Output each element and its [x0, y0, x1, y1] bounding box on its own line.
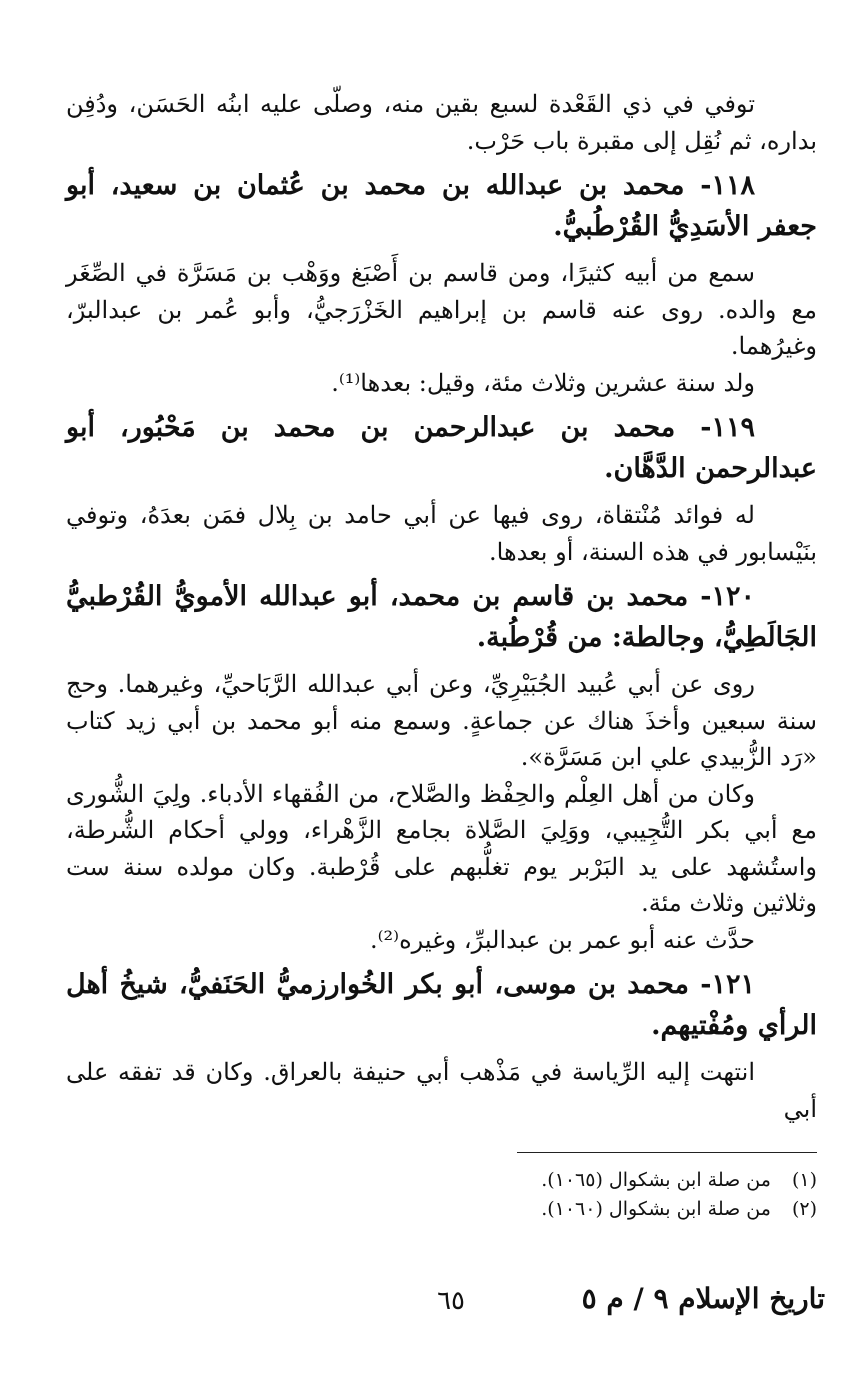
footnote-number: (١): [791, 1169, 817, 1191]
page-number: ٦٥: [437, 1286, 465, 1316]
main-text: [66, 86, 817, 1127]
paragraph: انتهت إليه الرِّياسة في مَذْهب أبي حنيفة بالعراق. وكان قد تفقه على أبي: [66, 1058, 817, 1123]
book-signature: تاريخ الإسلام ٩ / م ٥: [581, 1282, 825, 1315]
footnote-divider: [517, 1152, 817, 1153]
entry-heading-120: ١٢٠- محمد بن قاسم بن محمد، أبو عبدالله الأمويُّ القُرْطبيُّ الجَالَطِيُّ، وجالطة: من قُرْطُبة.: [66, 581, 817, 653]
paragraph: له فوائد مُنْتقاة، روى فيها عن أبي حامد بن بِلال فمَن بعدَهُ، وتوفي بنَيْسابور في هذه السنة، أو بعدها.: [66, 501, 817, 566]
footnote-item: [66, 1195, 817, 1224]
entry-heading-118: ١١٨- محمد بن عبدالله بن محمد بن عُثمان بن سعيد، أبو جعفر الأسَدِيُّ القُرْطُبيُّ.: [66, 170, 817, 242]
entry-heading-121: ١٢١- محمد بن موسى، أبو بكر الخُوارزميُّ الحَنَفيُّ، شيخُ أهل الرأي ومُفْتيهم.: [66, 969, 817, 1041]
footnote-number: (٢): [791, 1198, 817, 1220]
footnote-text: من صلة ابن بشكوال (١٠٦٠).: [541, 1198, 771, 1220]
entry-heading-119: ١١٩- محمد بن عبدالرحمن بن محمد بن مَحْبُور، أبو عبدالرحمن الدَّهَّان.: [66, 412, 817, 484]
paragraph: حدَّث عنه أبو عمر بن عبدالبرِّ، وغيره⁽²⁾.: [370, 925, 755, 954]
paragraph: ولد سنة عشرين وثلاث مئة، وقيل: بعدها⁽¹⁾.: [331, 368, 755, 397]
paragraph: روى عن أبي عُبيد الجُبَيْرِيِّ، وعن أبي عبدالله الرَّبَاحيِّ، وغيرهما. وحج سنة سبعين وأخذَ هناك عن جماعةٍ. وسمع منه أبو محمد بن أبي زيد كتاب «رَد الزُّبيدي علي ابن مَسَرَّة».: [66, 670, 817, 771]
footnote-item: [66, 1166, 817, 1195]
paragraph: وكان من أهل العِلْم والحِفْظ والصَّلاح، من الفُقهاء الأدباء. ولِيَ الشُّورى مع أبي بكر التُّجِيبي، ووَلِيَ الصَّلاة بجامع الزَّهْراء، وولي أحكام الشُّرطة، واستُشهد على يد البَرْبر يوم تغلُّبهم على قُرْطبة. وكان مولده سنة ست وثلاثين وثلاث مئة.: [66, 779, 817, 917]
footnotes: [66, 1166, 817, 1224]
page-footer: [0, 1282, 855, 1332]
paragraph: سمع من أبيه كثيرًا، ومن قاسم بن أَصْبَغ ووَهْب بن مَسَرَّة في الصِّغَر مع والده. روى عنه قاسم بن إبراهيم الخَزْرَجيُّ، وأبو عُمر بن عبدالبرّ، وغيرُهما.: [66, 259, 817, 360]
paragraph: توفي في ذي القَعْدة لسبع بقين منه، وصلّى عليه ابنُه الحَسَن، ودُفِن بداره، ثم نُقِل إلى مقبرة باب حَرْب.: [66, 90, 817, 155]
footnote-text: من صلة ابن بشكوال (١٠٦٥).: [541, 1169, 771, 1191]
